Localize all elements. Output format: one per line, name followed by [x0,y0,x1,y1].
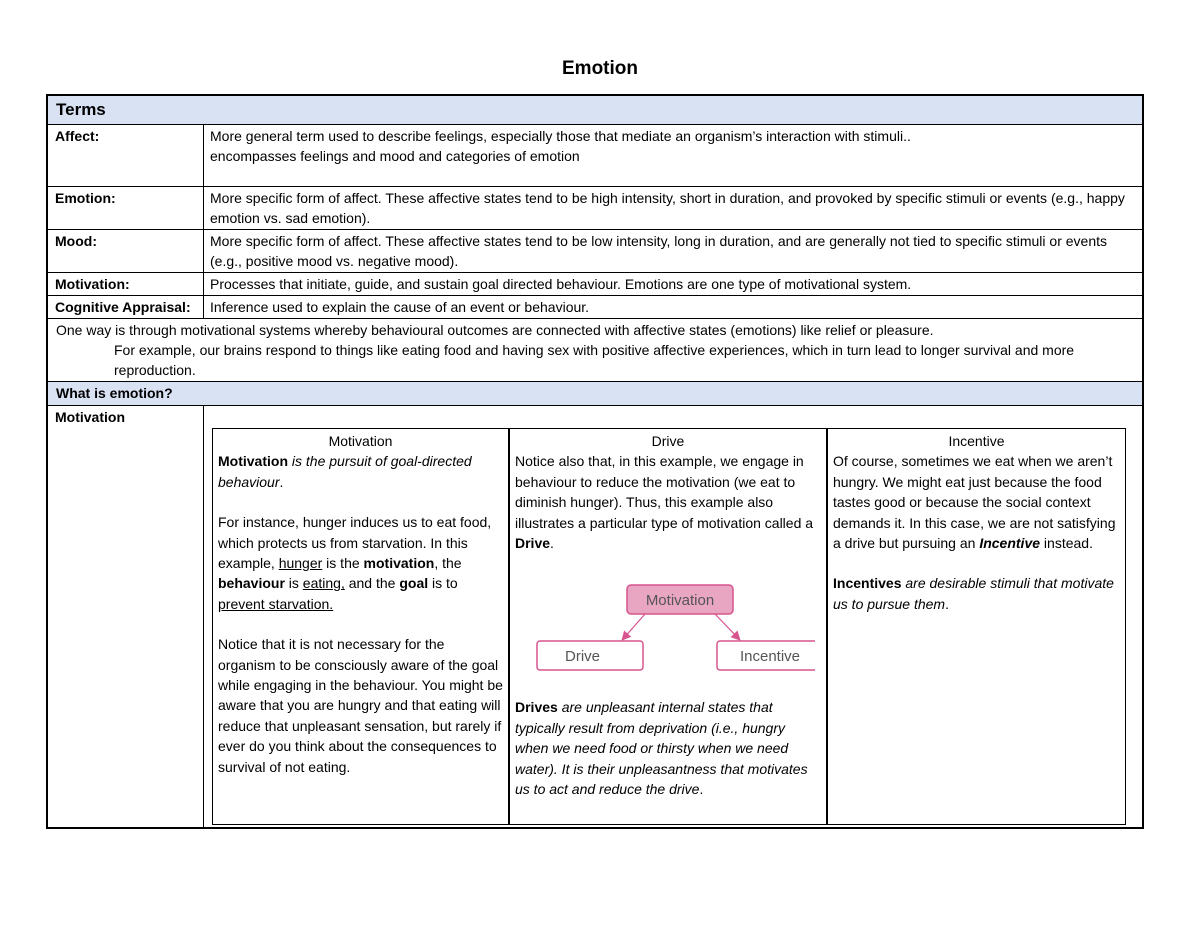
term-label: Affect: [48,125,204,186]
term-row-emotion [48,186,1142,229]
term-definition: Processes that initiate, guide, and sustain goal directed behaviour. Emotions are one type of motivational system. [210,276,912,292]
definition-line: More general term used to describe feelings, especially those that mediate an organism’s interaction with stimuli.. [210,128,911,144]
diagram-right-label: Incentive [739,648,801,666]
diagram-root-label: Motivation [645,592,715,610]
term-row-motivation [48,272,1142,295]
motivation-row [48,405,1142,827]
term-definition: More specific form of affect. These affective states tend to be high intensity, short in duration, and provoked by specific stimuli or events (e.g., happy emotion vs. sad emotion). [210,190,1125,226]
term-row-mood [48,229,1142,272]
term-label: Mood: [48,230,204,272]
drives-definition: Drives are unpleasant internal states that typically result from deprivation (i.e., hungry when we need food or thirsty when we need water). It is their unpleasantness that motivates us to act and reduce the drive. [515,699,808,798]
terms-header: Terms [48,96,1142,124]
term-definition [204,125,1142,186]
note-row [48,318,1142,381]
incentive-column [828,429,1125,824]
term-definition: Inference used to explain the cause of an event or behaviour. [210,299,590,315]
drive-explanation: Notice also that, in this example, we engage in behaviour to reduce the motivation (we eat to diminish hunger). Thus, this example also illustrates a particular type of motivation called a Drive. [515,453,814,552]
motivation-diagram [515,583,815,691]
diagram-arrow-right [715,614,739,639]
term-label: Cognitive Appraisal: [48,296,204,318]
term-definition: More specific form of affect. These affective states tend to be low intensity, long in duration, and are generally not tied to specific stimuli or events (e.g., positive mood vs. negative mood). [210,233,1107,269]
column-heading: Drive [651,433,685,449]
terms-table [46,94,1144,829]
motivation-label: Motivation [48,406,204,827]
column-heading: Incentive [948,433,1005,449]
term-row-cognitive-appraisal [48,295,1142,318]
what-is-emotion-header: What is emotion? [48,382,1142,405]
page-title: Emotion [562,58,638,79]
note-example: For example, our brains respond to things like eating food and having sex with positive affective experiences, which in turn lead to longer survival and more reproduction. [114,342,1075,378]
motivation-definition: Motivation is the pursuit of goal-directed behaviour. [218,453,472,490]
term-row-affect [48,124,1142,186]
motivation-note: Notice that it is not necessary for the organism to be consciously aware of the goal while engaging in the behaviour. You might be aware that you are hungry and that eating will reduce that unpleasant sensation, but rarely if ever do you think about the consequences to survival of not eating. [218,636,503,775]
motivation-comparison-table [212,428,1126,825]
diagram-left-label: Drive [565,648,601,666]
incentives-definition: Incentives are desirable stimuli that motivate us to pursue them. [833,575,1114,612]
motivation-example: For instance, hunger induces us to eat food, which protects us from starvation. In this example, hunger is the motivation, the behaviour is eating, and the goal is to prevent starvation. [218,514,492,612]
incentive-explanation: Of course, sometimes we eat when we aren’t hungry. We might eat just because the food tastes good or because the social context demands it. In this case, we are not satisfying a drive but pursuing an Incentive instead. [833,453,1116,552]
term-label: Emotion: [48,187,204,229]
column-heading: Motivation [328,433,393,449]
definition-line: encompasses feelings and mood and categories of emotion [210,148,580,164]
note-line: One way is through motivational systems whereby behavioural outcomes are connected with affective states (emotions) like relief or pleasure. [56,322,934,338]
term-label: Motivation: [48,273,204,295]
diagram-arrow-left [623,614,645,639]
drive-column [510,429,828,824]
motivation-column [213,429,510,824]
